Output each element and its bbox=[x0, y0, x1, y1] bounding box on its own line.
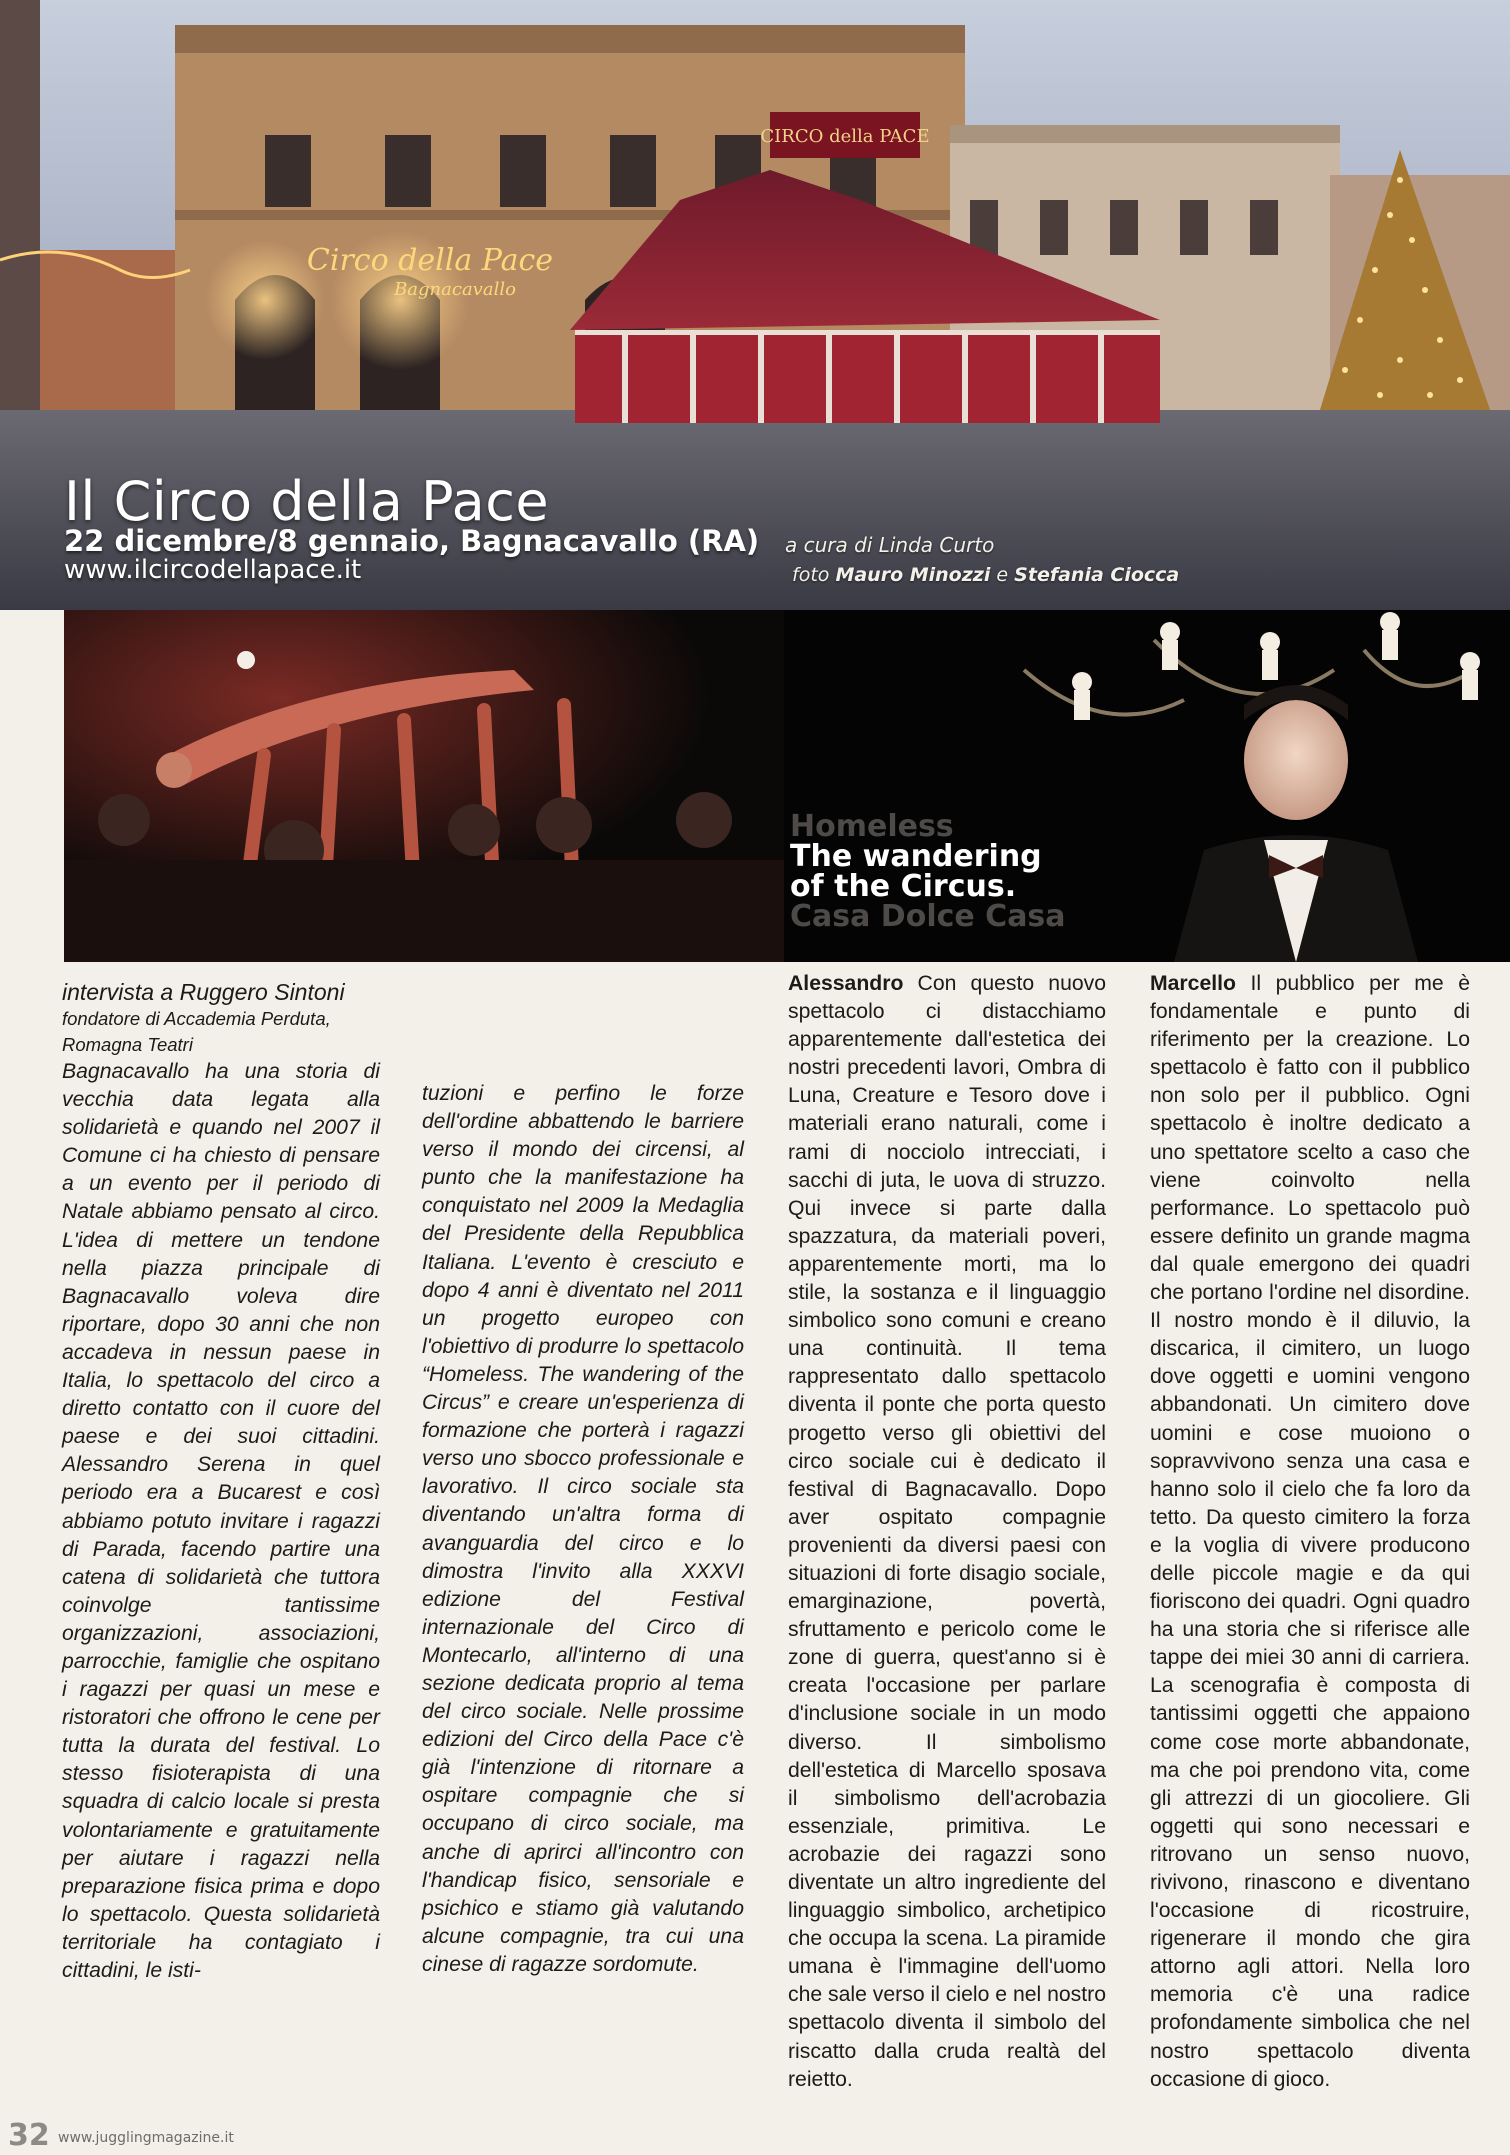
speaker-alessandro: Alessandro bbox=[788, 972, 904, 995]
column-2-text: tuzioni e perfino le forze dell'ordine abbattendo le barriere verso il mondo dei circensi, al punto che la manifestazione ha conquistato nel 2009 la Medaglia del Presidente della Repubblica Italiana. L'evento è cresciuto e dopo 4 anni è diventato nel 2011 un progetto europeo con l'obiettivo di produrre lo spettacolo “Homeless. The wandering of the Circus” e creare un'esperienza di formazione che porterà i ragazzi verso uno sbocco professionale e lavorativo. Il circo sociale sta diventando un'altra forma di avanguardia del circo e lo dimostra l'invito alla XXXVI edizione del Festival internazionale del Circo di Montecarlo, all'interno di una sezione dedicata proprio al tema del circo sociale. Nelle prossime edizioni del Circo della Pace c'è già l'intenzione di ritornare a ospitare compagnie che si occupano di circo sociale, ma anche di aprirci all'incontro con l'handicap fisico, sensoriale e psichico e stiamo già valutando alcune compagnie, tra cui una cinese di ragazze sordomute. bbox=[422, 1082, 744, 1976]
magazine-website: www.jugglingmagazine.it bbox=[58, 2130, 234, 2146]
text-column-3 bbox=[788, 970, 1106, 2094]
acrobats-and-chandelier-photo bbox=[64, 610, 1510, 962]
interviewee-role: fondatore di Accademia Perduta, Romagna Teatri bbox=[62, 1008, 331, 1055]
photographer-2: Stefania Ciocca bbox=[1014, 564, 1180, 586]
event-dates-place: 22 dicembre/8 gennaio, Bagnacavallo (RA) bbox=[64, 524, 760, 558]
column-3-paragraph bbox=[788, 970, 1106, 2094]
page-number: 32 bbox=[8, 2118, 50, 2153]
column-3-text: Con questo nuovo spettacolo ci distacchiamo apparentemente dall'estetica dei nostri precedenti lavori, Ombra di Luna, Creature e Tesoro dove i materiali erano naturali, come i rami di nocciolo intrecciati, i sacchi di juta, le uova di struzzo. Qui invece si parte dalla spazzatura, da materiali poveri, apparentemente morti, ma lo stile, la sostanza e il linguaggio simbolico sono comuni e creano una continuità. Il tema rappresentato dallo spettacolo diventa il ponte che porta questo progetto verso gli obiettivi del circo sociale cui è dedicato il festival di Bagnacavallo. Dopo aver ospitato compagnie provenienti da diversi paesi con situazioni di forte disagio sociale, emarginazione, povertà, sfruttamento e pericolo come le zone di guerra, quest'anno si è creata l'occasione per parlare d'inclusione sociale in un modo diverso. Il simbolismo dell'estetica di Marcello sposava il simbolismo dell'acrobazia essenziale, primitiva. Le acrobazie dei ragazzi sono diventate un altro ingrediente del linguaggio simbolico, archetipico che occupa la scena. La piramide umana è l'immagine dell'uomo che sale verso il cielo e nel nostro spettacolo diventa il simbolo del riscatto dalla cruda realtà del reietto. bbox=[788, 972, 1107, 2091]
curator-credit: a cura di Linda Curto bbox=[785, 533, 995, 557]
interview-byline: intervista a Ruggero Sintoni bbox=[62, 979, 345, 1005]
column-4-paragraph bbox=[1150, 970, 1470, 2094]
speaker-marcello: Marcello bbox=[1150, 972, 1236, 995]
column-4-text: Il pubblico per me è fondamentale e punto di riferimento per la creazione. Lo spettacolo è fatto con il pubblico non solo per il pubblico. Ogni spettacolo è inoltre dedicato a uno spettatore scelto a caso che viene coinvolto nella performance. Lo spettacolo può essere definito un grande magma dal quale emergono dei quadri che portano l'ordine nel disordine. Il nostro mondo è il diluvio, la discarica, il cimitero, un luogo dove oggetti e uomini vengono abbandonati. Un cimitero dove uomini e cose muoiono o sopravvivono senza una casa e hanno solo il cielo che fa loro da tetto. Da questo cimitero la forza e la voglia di vivere producono delle piccole magie e da qui fioriscono dei quadri. Ogni quadro ha una storia che si riferisce alle tappe dei miei 30 anni di carriera. La scenografia è composta di tantissimi oggetti che appaiono come cose morte abbandonate, ma che poi prendono vita, come gli attrezzi di un giocoliere. Gli oggetti qui sono necessari e ritrovano un senso nuovo, rivivono, rinascono e diventano l'occasione di ricostruire, rigenerare il mondo che gira attorno agli attori. Nella loro memoria c'è una radice profondamente simbolica che nel nostro spettacolo diventa occasione di gioco. bbox=[1150, 972, 1471, 2091]
show-caption-line1: Homeless bbox=[790, 809, 954, 844]
facade-neon-subtitle: Bagnacavallo bbox=[394, 279, 516, 300]
show-caption-line4: Casa Dolce Casa bbox=[790, 899, 1066, 934]
column-1-text: Bagnacavallo ha una storia di vecchia data legata alla solidarietà e quando nel 2007 il Comune ci ha chiesto di pensare a un evento per il periodo di Natale abbiamo pensato al circo. L'idea di mettere un tendone nella piazza principale di Bagnacavallo voleva dire riportare, dopo 30 anni che non accadeva in nessun paese in Italia, lo spettacolo del circo a diretto contatto con il cuore del paese e dei suoi cittadini. Alessandro Serena in quel periodo era a Bucarest e così abbiamo potuto invitare i ragazzi di Parada, facendo partire una catena di solidarietà che tuttora coinvolge tantissime organizzazioni, associazioni, parrocchie, famiglie che ospitano i ragazzi per quasi un mese e ristoratori che offrono le cene per tutta la durata del festival. Lo stesso fisioterapista di una squadra di calcio locale si presta volontariamente e gratuitamente per aiutare i ragazzi nella preparazione fisica prima e dopo lo spettacolo. Questa solidarietà territoriale ha contagiato i cittadini, le isti- bbox=[62, 1060, 380, 1982]
photographer-1: Mauro Minozzi bbox=[835, 564, 991, 586]
show-caption-line2: The wandering bbox=[790, 839, 1042, 874]
tent-banner-text: CIRCO della PACE bbox=[760, 126, 930, 147]
photo-credit bbox=[792, 564, 1179, 586]
hero-photo bbox=[0, 0, 1510, 610]
article-title: Il Circo della Pace bbox=[64, 470, 550, 533]
text-column-4 bbox=[1150, 970, 1470, 2094]
show-caption-line3: of the Circus. bbox=[790, 869, 1017, 904]
performance-photo-strip bbox=[64, 610, 1510, 962]
text-column-2 bbox=[422, 1080, 744, 1979]
event-website: www.ilcircodellapace.it bbox=[64, 555, 362, 585]
photo-credit-and: e bbox=[996, 564, 1009, 586]
photo-credit-prefix: foto bbox=[792, 564, 830, 586]
text-column-1 bbox=[62, 978, 380, 1985]
facade-neon-sign: Circo della Pace bbox=[306, 243, 554, 278]
show-caption bbox=[790, 809, 1066, 934]
